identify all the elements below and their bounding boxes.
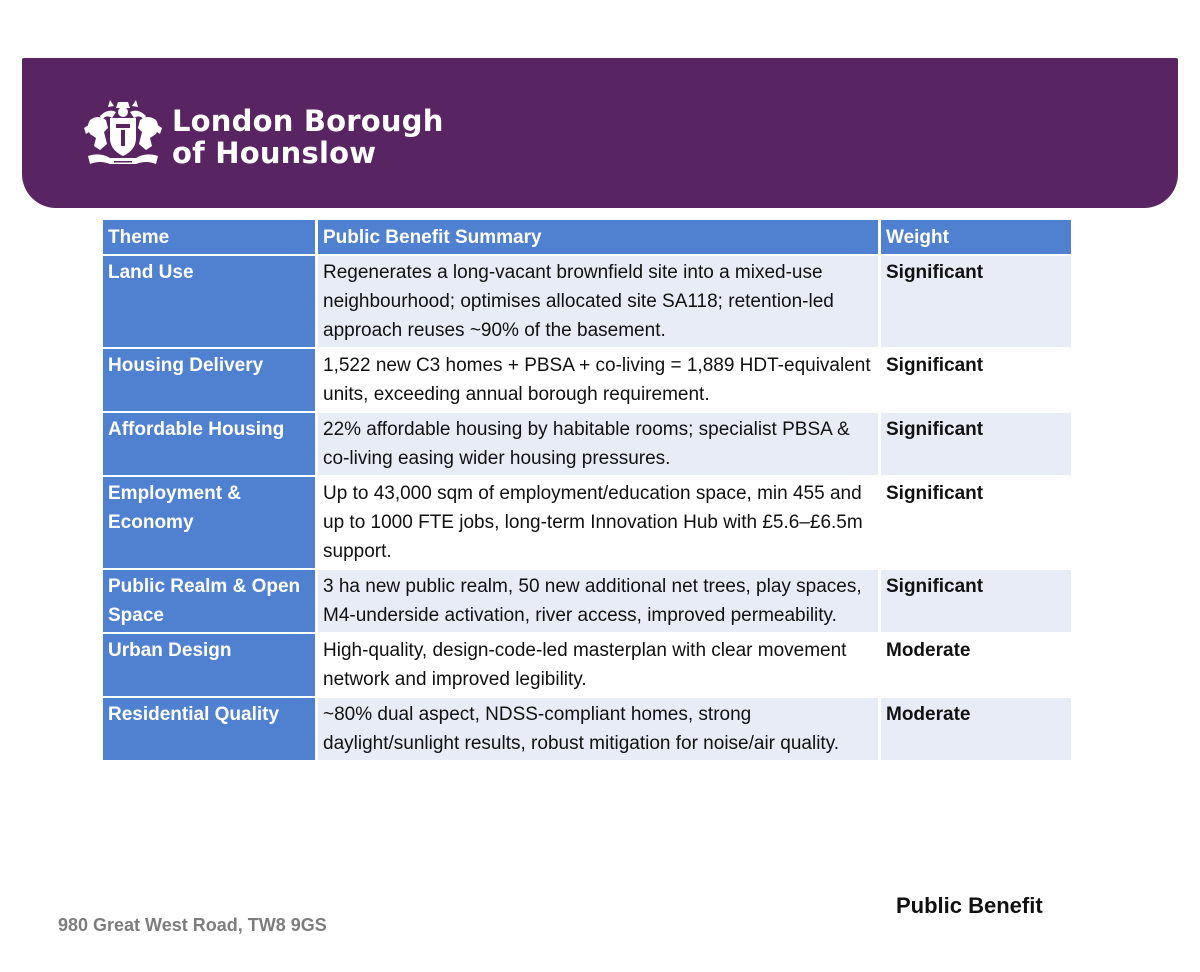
weight-cell: Significant	[881, 570, 1071, 632]
summary-cell: 3 ha new public realm, 50 new additional net trees, play spaces, M4-underside activation, river access, improved permeability.	[318, 570, 878, 632]
table-row	[103, 698, 1071, 760]
table-row	[103, 634, 1071, 696]
brand-line-1: London Borough	[172, 104, 444, 138]
column-header-theme: Theme	[103, 220, 315, 254]
table-row	[103, 256, 1071, 347]
table-row	[103, 477, 1071, 568]
summary-cell: High-quality, design-code-led masterplan with clear movement network and improved legibility.	[318, 634, 878, 696]
theme-cell: Public Realm & Open Space	[103, 570, 315, 632]
summary-cell: Up to 43,000 sqm of employment/education space, min 455 and up to 1000 FTE jobs, long-term Innovation Hub with £5.6–£6.5m support.	[318, 477, 878, 568]
summary-cell: Regenerates a long-vacant brownfield site into a mixed-use neighbourhood; optimises allocated site SA118; retention-led approach reuses ~90% of the basement.	[318, 256, 878, 347]
weight-cell: Moderate	[881, 634, 1071, 696]
theme-cell: Affordable Housing	[103, 413, 315, 475]
theme-cell: Urban Design	[103, 634, 315, 696]
table-row	[103, 413, 1071, 475]
weight-cell: Significant	[881, 256, 1071, 347]
column-header-weight: Weight	[881, 220, 1071, 254]
theme-cell: Employment & Economy	[103, 477, 315, 568]
column-header-summary: Public Benefit Summary	[318, 220, 878, 254]
public-benefit-table	[100, 218, 1074, 762]
table-header-row	[103, 220, 1071, 254]
theme-cell: Housing Delivery	[103, 349, 315, 411]
summary-cell: 1,522 new C3 homes + PBSA + co-living = 1,889 HDT-equivalent units, exceeding annual borough requirement.	[318, 349, 878, 411]
theme-cell: Residential Quality	[103, 698, 315, 760]
theme-cell: Land Use	[103, 256, 315, 347]
table-row	[103, 349, 1071, 411]
weight-cell: Significant	[881, 349, 1071, 411]
brand-line-2: of Hounslow	[172, 136, 377, 170]
weight-cell: Moderate	[881, 698, 1071, 760]
borough-crest-icon	[80, 98, 166, 170]
weight-cell: Significant	[881, 413, 1071, 475]
brand-title	[172, 105, 444, 169]
summary-cell: 22% affordable housing by habitable rooms; specialist PBSA & co-living easing wider housing pressures.	[318, 413, 878, 475]
summary-cell: ~80% dual aspect, NDSS-compliant homes, strong daylight/sunlight results, robust mitigation for noise/air quality.	[318, 698, 878, 760]
table-row	[103, 570, 1071, 632]
weight-cell: Significant	[881, 477, 1071, 568]
site-address: 980 Great West Road, TW8 9GS	[58, 915, 327, 935]
slide-title: Public Benefit	[896, 893, 1043, 918]
